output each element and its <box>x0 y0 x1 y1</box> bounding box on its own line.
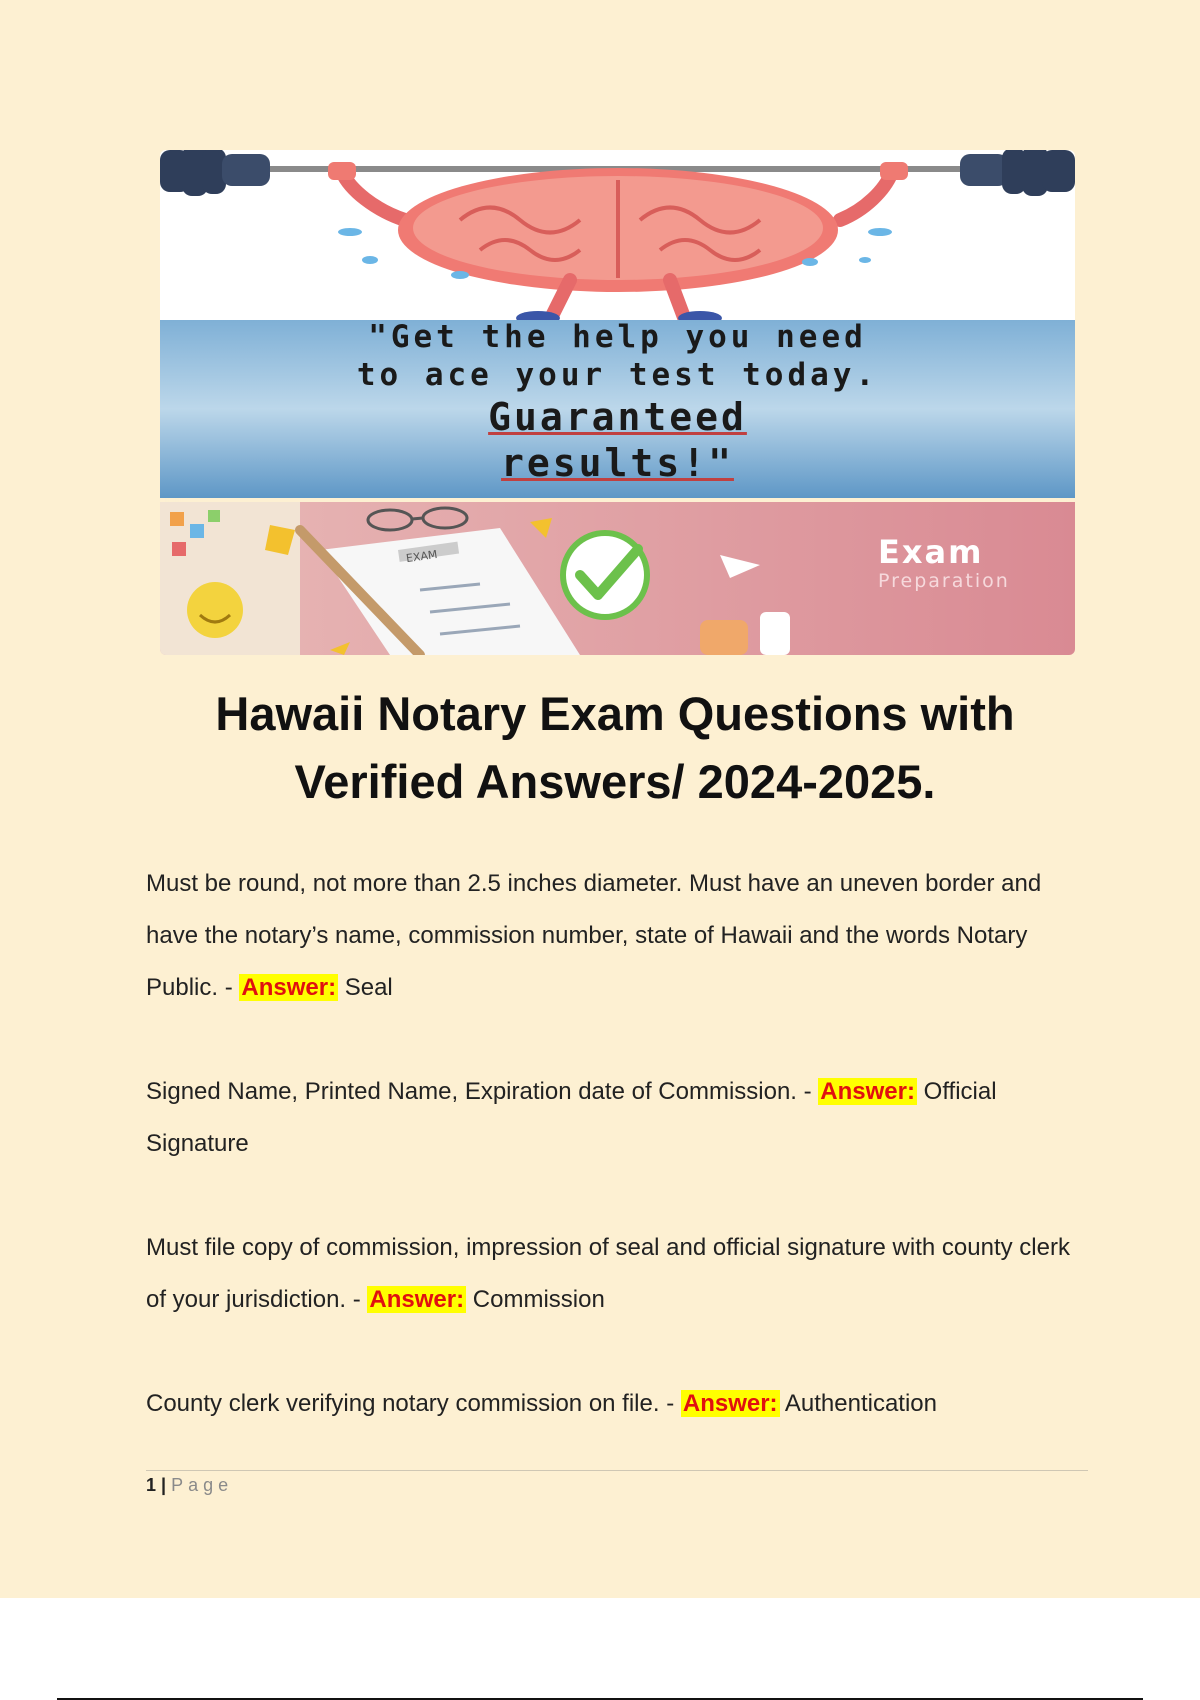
list-item <box>146 1378 1096 1430</box>
banner-quote-line: "Get the help you need <box>368 319 867 355</box>
banner-exam-title: Exam <box>878 533 984 571</box>
question-text: Must file copy of commission, impression of seal and official signature with county clerk of your jurisdiction. - <box>146 1234 1070 1313</box>
exam-prep-banner <box>160 150 1075 655</box>
answer-text: Commission <box>466 1286 605 1313</box>
list-item <box>146 858 1096 1014</box>
banner-quote <box>160 318 1075 485</box>
checkmark-icon <box>563 533 647 617</box>
answer-label: Answer: <box>682 1390 778 1417</box>
banner-quote-emphasis: results!" <box>501 441 734 485</box>
footer-separator: | <box>161 1475 167 1495</box>
page-number: 1 <box>146 1475 157 1495</box>
question-text: Signed Name, Printed Name, Expiration date of Commission. - <box>146 1078 819 1105</box>
answer-label: Answer: <box>241 974 337 1001</box>
banner-exam-subtitle: Preparation <box>878 570 1010 592</box>
list-item <box>146 1066 1096 1170</box>
list-item <box>146 1222 1096 1326</box>
banner-quote-line: to ace your test today. <box>356 357 879 393</box>
footer-divider <box>146 1470 1088 1471</box>
banner-quote-emphasis: Guaranteed <box>488 395 747 439</box>
question-answer-list <box>146 858 1096 1482</box>
question-text: Must be round, not more than 2.5 inches diameter. Must have an uneven border and have the notary’s name, commission number, state of Hawaii and the words Notary Public. - <box>146 870 1042 1001</box>
answer-label: Answer: <box>820 1078 915 1105</box>
page-footer <box>146 1475 233 1496</box>
answer-label: Answer: <box>369 1286 465 1313</box>
question-text: County clerk verifying notary commission on file. - <box>146 1390 681 1417</box>
answer-text: Official Signature <box>146 1078 997 1157</box>
page-word: Page <box>171 1475 234 1495</box>
exam-paper-label: EXAM <box>405 547 439 566</box>
smiley-icon <box>187 582 243 638</box>
answer-text: Authentication <box>779 1390 937 1417</box>
answer-text: Seal <box>338 974 393 1001</box>
page-title: Hawaii Notary Exam Questions with Verified Answers/ 2024-2025. <box>215 687 1015 808</box>
